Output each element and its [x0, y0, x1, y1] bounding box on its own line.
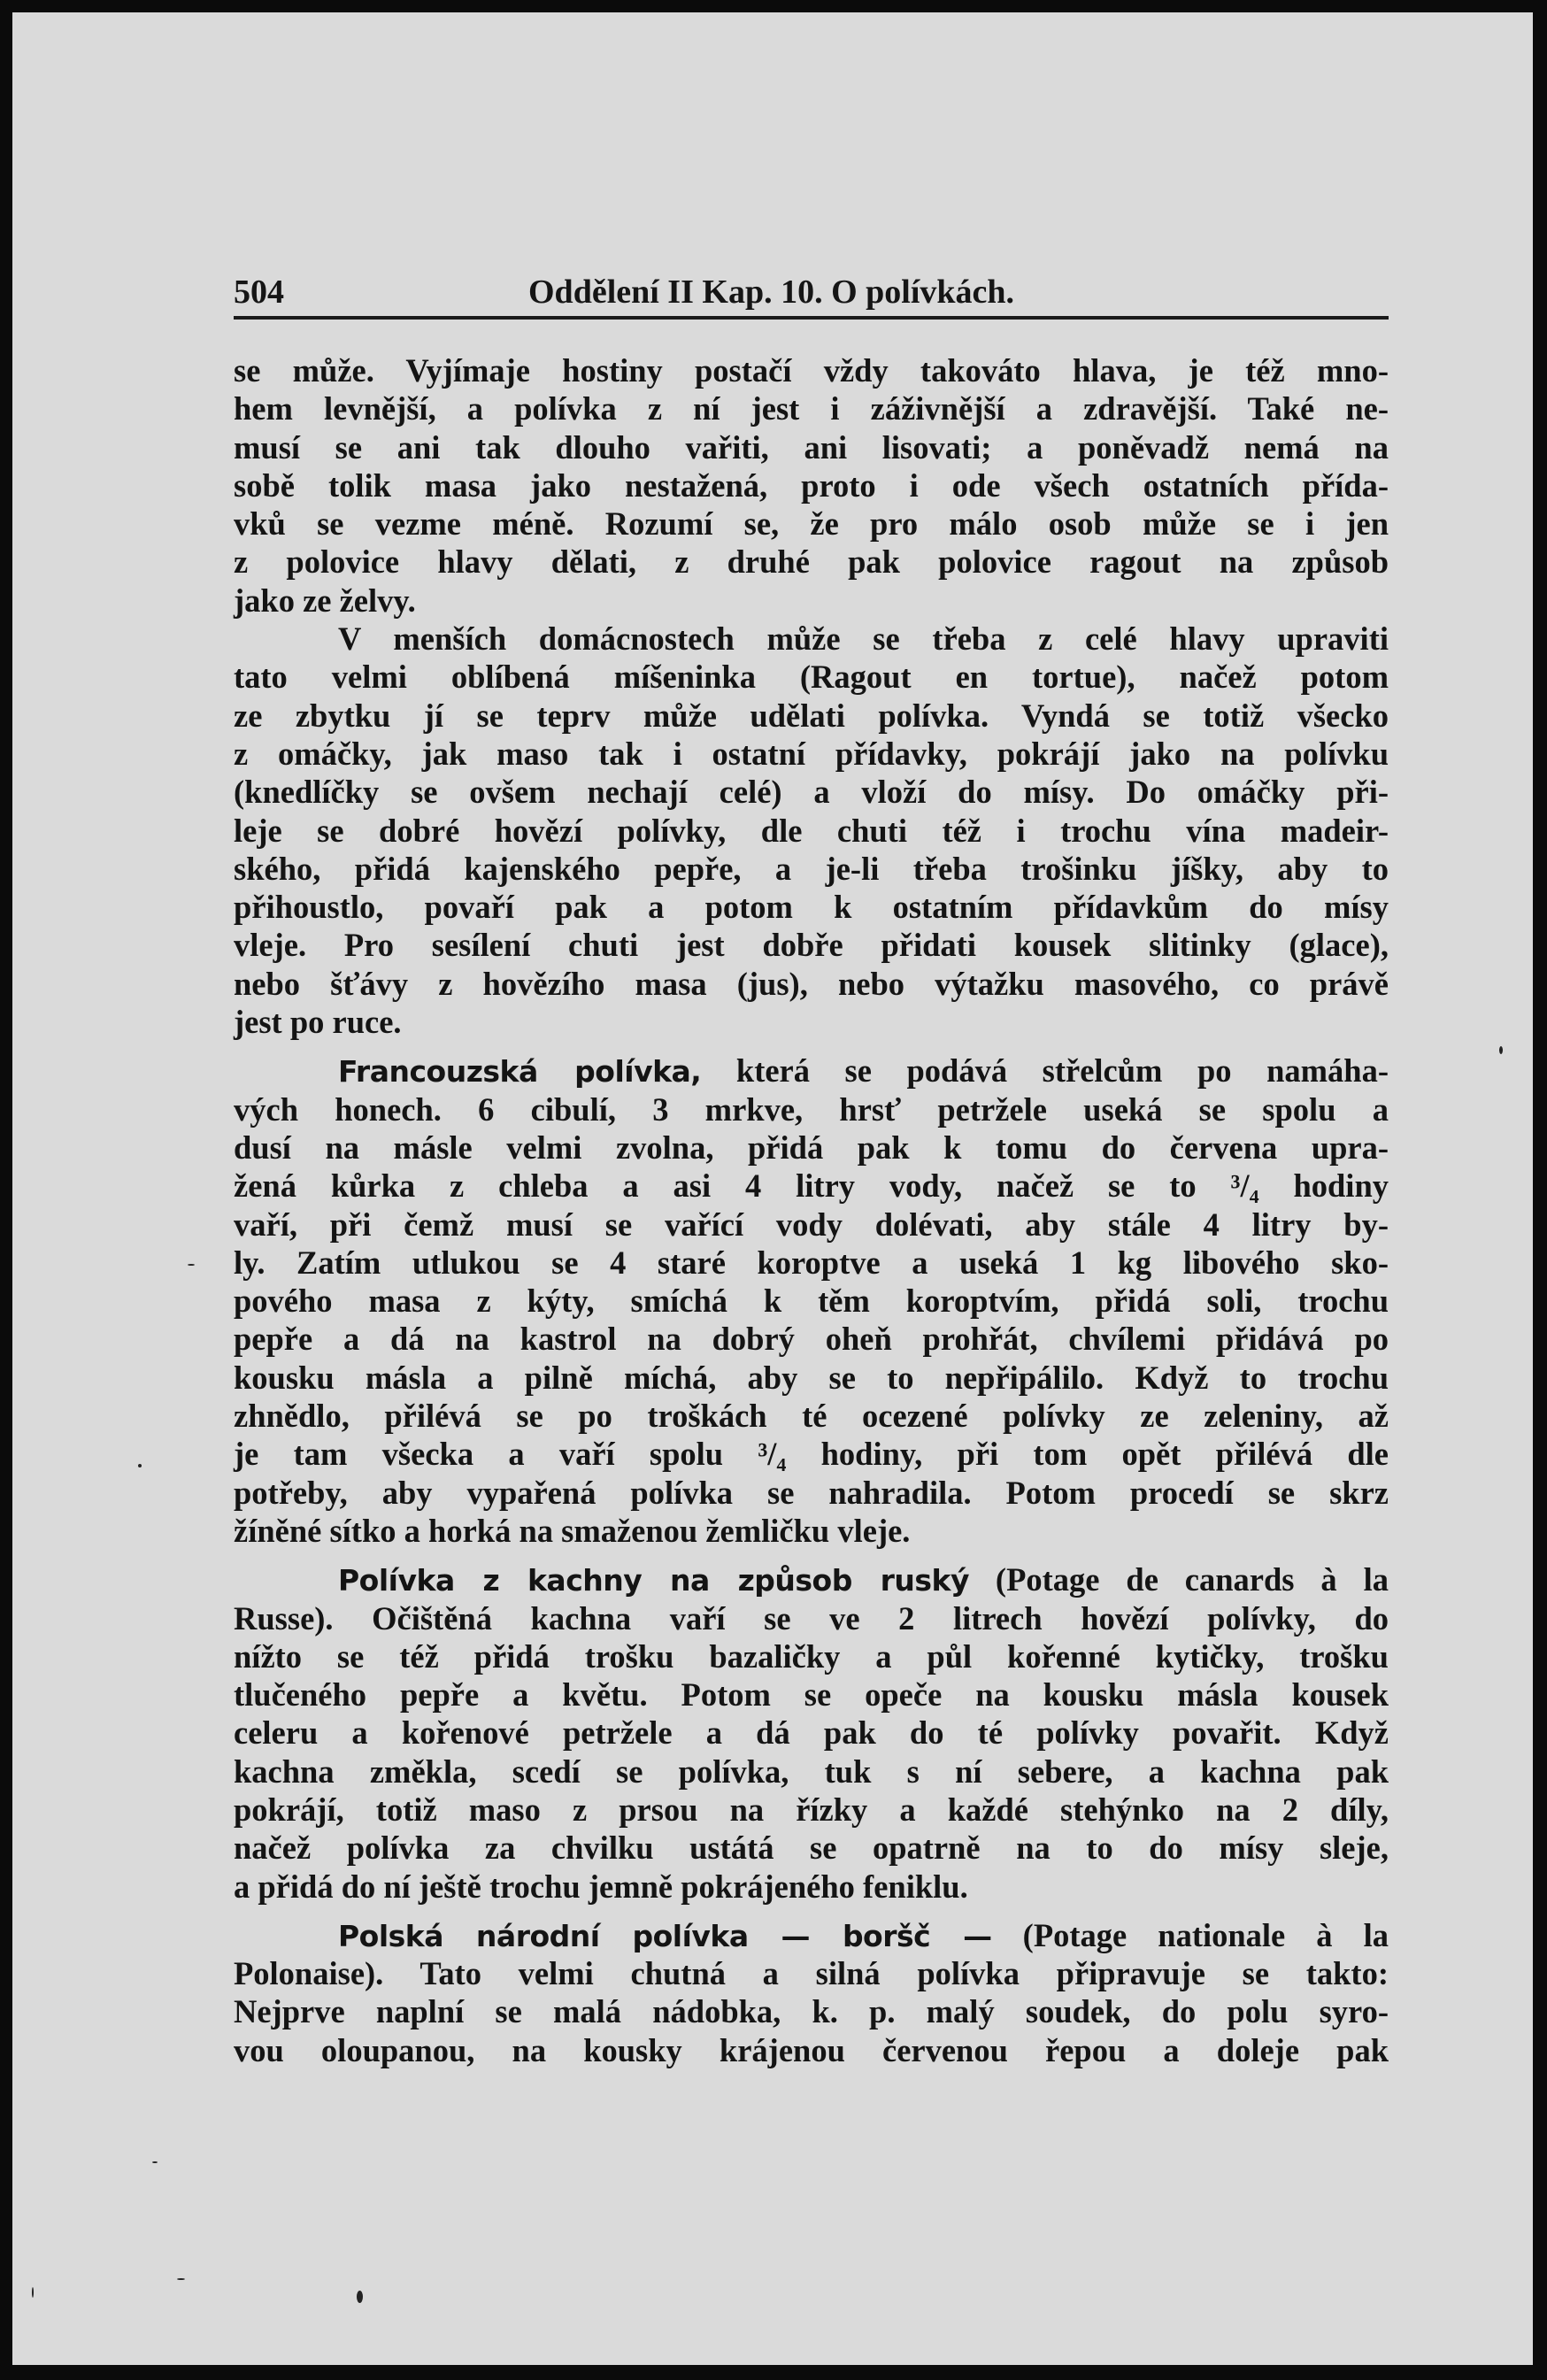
line-text: kousku másla a pilně míchá, aby se to nepřipálilo. Když to trochu: [234, 1359, 1389, 1396]
line-text: (Potage de canards à la: [969, 1561, 1389, 1598]
text-line: [234, 428, 1389, 466]
text-line: [234, 1675, 1389, 1714]
scanned-page: [12, 12, 1533, 2365]
line-text: žená kůrka z chleba a asi 4 litry vody, načež se to ³/₄ hodiny: [234, 1167, 1389, 1205]
line-text: jest po ruce.: [234, 1004, 402, 1041]
recipe-heading: Polská národní polívka — boršč —: [338, 1918, 992, 1953]
line-text: pového masa z kýty, smíchá k těm koroptvím, přidá soli, trochu: [234, 1282, 1389, 1320]
line-text: ze zbytku jí se teprv může udělati polívka. Vyndá se totiž všecko: [234, 697, 1389, 734]
line-text: Nejprve naplní se malá nádobka, k. p. malý soudek, do polu syro-: [234, 1993, 1389, 2030]
line-text: dusí na másle velmi zvolna, přidá pak k tomu do červena upra-: [234, 1128, 1389, 1166]
line-text: je tam všecka a vaří spolu ³/₄ hodiny, při tom opět přilévá dle: [234, 1436, 1389, 1473]
text-line: [234, 1916, 1389, 1954]
page-number: 504: [234, 273, 284, 311]
line-text: vou oloupanou, na kousky krájenou červenou řepou a doleje pak: [234, 2031, 1389, 2068]
line-text: (knedlíčky se ovšem nechají celé) a vloží do mísy. Do omáčky při-: [234, 774, 1389, 811]
text-line: [234, 812, 1389, 850]
running-header: [234, 273, 1389, 319]
line-text: jako ze želvy.: [234, 582, 416, 619]
text-line: [234, 1282, 1389, 1320]
line-text: přihoustlo, povaří pak a potom k ostatním přídavkům do mísy: [234, 889, 1389, 926]
line-text: Russe). Očištěná kachna vaří se ve 2 litrech hovězí polívky, do: [234, 1599, 1389, 1637]
running-title: Oddělení II Kap. 10. O polívkách.: [528, 273, 1015, 311]
margin-speck: [1499, 1046, 1503, 1054]
line-text: nebo šťávy z hovězího masa (jus), nebo výtažku masového, co právě: [234, 965, 1389, 1002]
line-text: kachna změkla, scedí se polívka, tuk s ní sebere, a kachna pak: [234, 1752, 1389, 1790]
text-line: [234, 697, 1389, 735]
paragraph-gap: [234, 1041, 1389, 1051]
text-line: [234, 1954, 1389, 1992]
text-line: [234, 1128, 1389, 1167]
line-text: nížto se též přidá trošku bazaličky a půl kořenné kytičky, trošku: [234, 1637, 1389, 1675]
text-line: [234, 735, 1389, 773]
text-line: [234, 1512, 1389, 1550]
line-text: vaří, při čemž musí se vařící vody dolévati, aby stále 4 litry by-: [234, 1205, 1389, 1243]
text-line: [234, 1637, 1389, 1675]
line-text: vleje. Pro sesílení chuti jest dobře přidati kousek slitinky (glace),: [234, 927, 1389, 964]
line-text: musí se ani tak dlouho vařiti, ani lisovati; a poněvadž nemá na: [234, 428, 1389, 466]
line-text: potřeby, aby vypařená polívka se nahradila. Potom procedí se skrz: [234, 1474, 1389, 1511]
line-text: ského, přidá kajenského pepře, a je-li třeba trošinku jíšky, aby to: [234, 850, 1389, 887]
line-text: ly. Zatím utlukou se 4 staré koroptve a useká 1 kg libového sko-: [234, 1244, 1389, 1281]
text-line: [234, 543, 1389, 581]
text-line: [234, 1714, 1389, 1752]
text-line: [234, 1051, 1389, 1090]
text-line: [234, 773, 1389, 811]
text-line: [234, 850, 1389, 888]
body-text: [234, 351, 1389, 2069]
line-text: celeru a kořenové petržele a dá pak do té polívky povařit. Když: [234, 1714, 1389, 1752]
header-rule: [234, 316, 1389, 320]
line-text: zhnědlo, přilévá se po troškách té ocezené polívky ze zeleniny, až: [234, 1398, 1389, 1435]
text-line: [234, 1791, 1389, 1829]
text-line: [234, 1167, 1389, 1205]
text-line: [234, 504, 1389, 543]
line-text: Polonaise). Tato velmi chutná a silná polívka připravuje se takto:: [234, 1955, 1389, 1992]
line-text: a přidá do ní ještě trochu jemně pokrájeného feniklu.: [234, 1868, 968, 1905]
line-text: tlučeného pepře a květu. Potom se opeče na kousku másla kousek: [234, 1676, 1389, 1714]
recipe-heading: Francouzská polívka,: [338, 1054, 702, 1090]
line-text: z omáčky, jak maso tak i ostatní přídavky, pokrájí jako na polívku: [234, 735, 1389, 772]
text-line: [234, 888, 1389, 926]
text-line: [234, 1474, 1389, 1512]
line-text: (Potage nationale à la: [991, 1916, 1389, 1953]
line-text: sobě tolik masa jako nestažená, proto i ode všech ostatních přída-: [234, 466, 1389, 504]
text-line: [234, 1244, 1389, 1282]
text-line: [234, 1003, 1389, 1041]
line-text: se může. Vyjímaje hostiny postačí vždy takováto hlava, je též mno-: [234, 352, 1389, 389]
text-line: [234, 620, 1389, 658]
margin-speck: [138, 1464, 142, 1467]
margin-speck: [357, 2291, 363, 2303]
line-text: tato velmi oblíbená míšeninka (Ragout en tortue), načež potom: [234, 659, 1389, 696]
text-line: [234, 1868, 1389, 1906]
text-line: [234, 1435, 1389, 1473]
line-text: z polovice hlavy dělati, z druhé pak polovice ragout na způsob: [234, 543, 1389, 581]
margin-speck: [188, 1264, 195, 1266]
text-line: [234, 1560, 1389, 1598]
text-line: [234, 1320, 1389, 1358]
line-text: V menších domácnostech může se třeba z celé hlavy upraviti: [338, 620, 1389, 658]
paragraph-gap: [234, 1550, 1389, 1560]
text-line: [234, 389, 1389, 427]
line-text: leje se dobré hovězí polívky, dle chuti též i trochu vína madeir-: [234, 812, 1389, 849]
text-line: [234, 466, 1389, 504]
line-text: pokrájí, totiž maso z prsou na řízky a každé stehýnko na 2 díly,: [234, 1791, 1389, 1828]
line-text: žíněné sítko a horká na smaženou žemličku vleje.: [234, 1512, 911, 1549]
line-text: vých honech. 6 cibulí, 3 mrkve, hrsť petržele useká se spolu a: [234, 1090, 1389, 1128]
text-line: [234, 1090, 1389, 1128]
paragraph-gap: [234, 1906, 1389, 1916]
text-line: [234, 582, 1389, 620]
margin-speck: [152, 2161, 158, 2163]
text-line: [234, 1205, 1389, 1244]
margin-speck: [177, 2278, 185, 2280]
line-text: vků se vezme méně. Rozumí se, že pro málo osob může se i jen: [234, 505, 1389, 543]
text-line: [234, 658, 1389, 696]
text-line: [234, 1752, 1389, 1791]
text-line: [234, 351, 1389, 389]
text-line: [234, 1599, 1389, 1637]
line-text: načež polívka za chvilku ustátá se opatrně na to do mísy sleje,: [234, 1829, 1389, 1867]
text-line: [234, 965, 1389, 1003]
text-line: [234, 926, 1389, 964]
text-line: [234, 2031, 1389, 2069]
text-line: [234, 1829, 1389, 1867]
text-line: [234, 1397, 1389, 1435]
text-line: [234, 1992, 1389, 2030]
text-line: [234, 1359, 1389, 1397]
margin-speck: [32, 2287, 34, 2298]
recipe-heading: Polívka z kachny na způsob ruský: [338, 1563, 969, 1598]
line-text: která se podává střelcům po namáha-: [701, 1052, 1389, 1090]
line-text: pepře a dá na kastrol na dobrý oheň prohřát, chvílemi přidává po: [234, 1321, 1389, 1358]
line-text: hem levnější, a polívka z ní jest i záživnější a zdravější. Také ne-: [234, 390, 1389, 427]
